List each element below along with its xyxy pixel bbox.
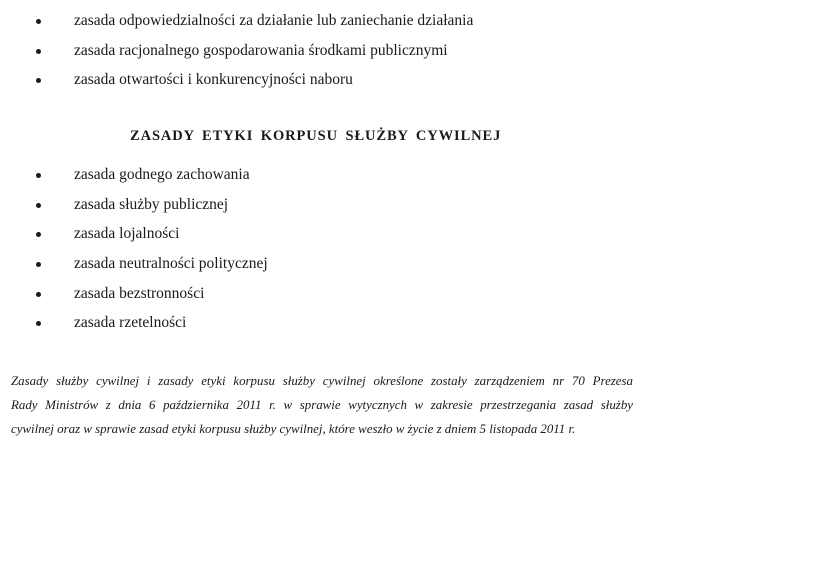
list-item-text: zasada otwartości i konkurencyjności naboru xyxy=(74,71,353,89)
bullet-icon xyxy=(36,49,41,54)
bullet-icon xyxy=(36,321,41,326)
bullet-icon xyxy=(36,203,41,208)
bullet-icon xyxy=(36,173,41,178)
list-item-text: zasada służby publicznej xyxy=(74,195,229,213)
bullet-icon xyxy=(36,262,41,267)
bullet-icon xyxy=(36,292,41,297)
list-item-text: zasada bezstronności xyxy=(74,284,205,302)
list-item-text: zasada odpowiedzialności za działanie lub zaniechanie działania xyxy=(74,12,474,29)
note-line: Rady Ministrów z dnia 6 października 2011 r. w sprawie wytycznych w zakresie przestrzegania zasad służby xyxy=(11,398,633,412)
bullet-icon xyxy=(36,232,41,237)
bullet-icon xyxy=(36,78,41,83)
ethics-heading: ZASADY ETYKI KORPUSU SŁUŻBY CYWILNEJ xyxy=(130,128,502,144)
note-line: Zasady służby cywilnej i zasady etyki korpusu służby cywilnej określone zostały zarządzeniem nr 70 Prezesa xyxy=(11,374,633,388)
list-item-text: zasada rzetelności xyxy=(74,314,187,332)
list-item-text: zasada godnego zachowania xyxy=(74,166,250,183)
list-item-text: zasada racjonalnego gospodarowania środkami publicznymi xyxy=(74,41,448,59)
bullet-icon xyxy=(36,19,41,24)
list-item-text: zasada lojalności xyxy=(74,225,180,243)
legal-note xyxy=(11,369,651,441)
note-line: cywilnej oraz w sprawie zasad etyki korpusu służby cywilnej, które weszło w życie z dniem 5 listopada 2011 r. xyxy=(11,422,576,436)
list-item-text: zasada neutralności politycznej xyxy=(74,255,268,273)
